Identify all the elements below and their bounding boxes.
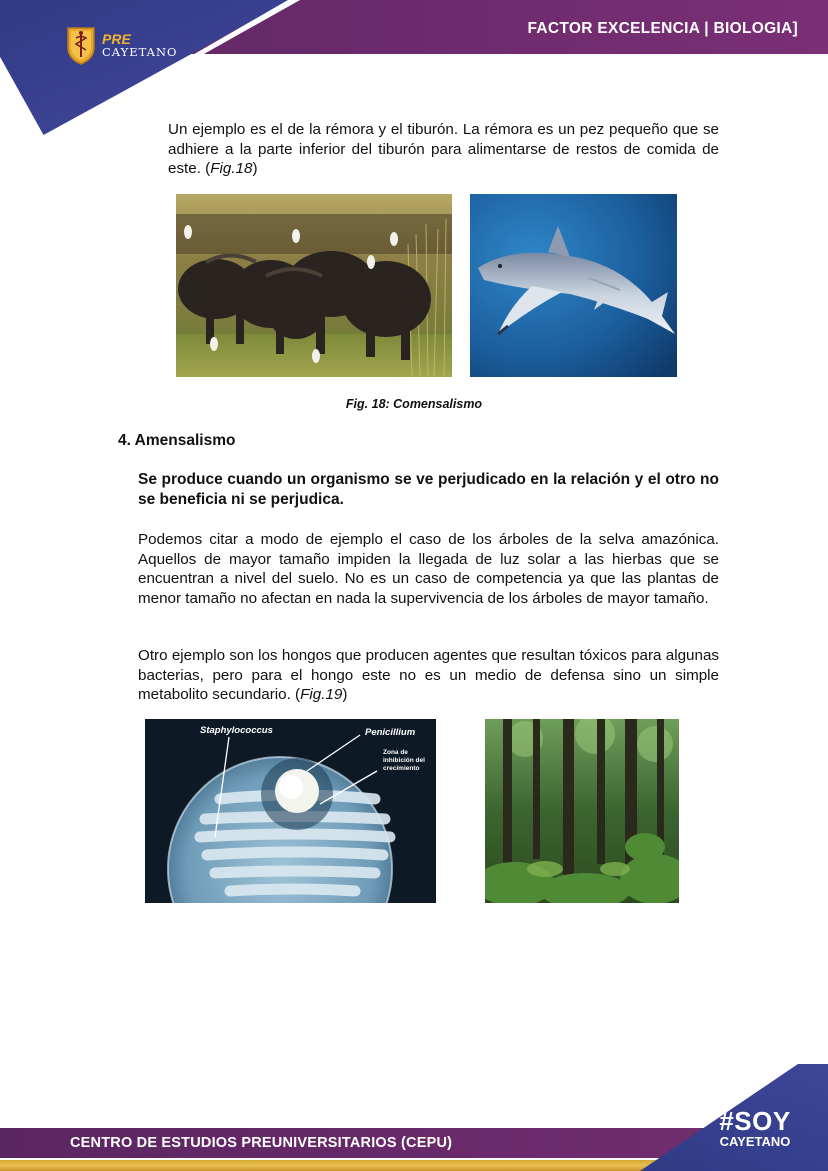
intro-text-close: ): [252, 160, 258, 177]
forest-image: [485, 719, 679, 903]
inhibition-zone-label-3: crecimiento: [383, 765, 420, 772]
example-paragraph-2-text: Otro ejemplo son los hongos que producen agentes que resultan tóxicos para algunas bacterias, pero para el hongo este no es un medio de defensa sino un simple metabolito secundario. (: [138, 647, 719, 703]
pre-cayetano-logo: [66, 25, 177, 65]
hashtag-sub-text: CAYETANO: [719, 1134, 791, 1149]
shield-logo-icon: [66, 25, 96, 65]
example-paragraph-2-close: ): [342, 686, 348, 703]
fig18-caption: Fig. 18: Comensalismo: [345, 397, 483, 411]
penicillium-label: Penicillium: [365, 727, 416, 738]
logo-pre-text: PRE: [102, 30, 131, 47]
inhibition-zone-label-1: Zona de: [383, 749, 408, 756]
example-paragraph-1: Podemos citar a modo de ejemplo el caso de los árboles de la selva amazónica. Aquellos de mayor tamaño impiden la llegada de luz solar a las hierbas que se encuentran a nivel del suelo. No es un caso de competencia ya que las plantas de menor tamaño no afectan en nada la supervivencia de los árboles de mayor tamaño.: [138, 531, 719, 607]
example-paragraph-2: [138, 646, 719, 705]
fig19-reference: Fig.19: [300, 686, 343, 703]
definition-text: Se produce cuando un organismo se ve perjudicado en la relación y el otro no se beneficia ni se perjudica.: [138, 471, 719, 508]
logo-cayetano-text: CAYETANO: [102, 44, 178, 59]
petri-dish-image: [145, 719, 436, 903]
fig18-reference: Fig.18: [210, 160, 253, 177]
shark-image: [470, 194, 677, 377]
hashtag-text: #SOY: [719, 1106, 791, 1136]
section-title: 4. Amensalismo: [118, 432, 236, 449]
staphylococcus-label: Staphylococcus: [200, 725, 273, 736]
header-title: FACTOR EXCELENCIA | BIOLOGIA]: [527, 20, 798, 37]
buffalo-egrets-image: [176, 194, 452, 377]
soy-cayetano-badge: [700, 1108, 810, 1148]
intro-text: Un ejemplo es el de la rémora y el tiburón. La rémora es un pez pequeño que se adhiere a la parte inferior del tiburón para alimentarse de restos de comida de este. (: [168, 121, 719, 177]
inhibition-zone-label-2: inhibición del: [383, 757, 425, 764]
intro-paragraph: [168, 120, 719, 179]
footer-center-name: CENTRO DE ESTUDIOS PREUNIVERSITARIOS (CEPU): [70, 1135, 453, 1151]
header-blue-triangle: [0, 0, 290, 135]
